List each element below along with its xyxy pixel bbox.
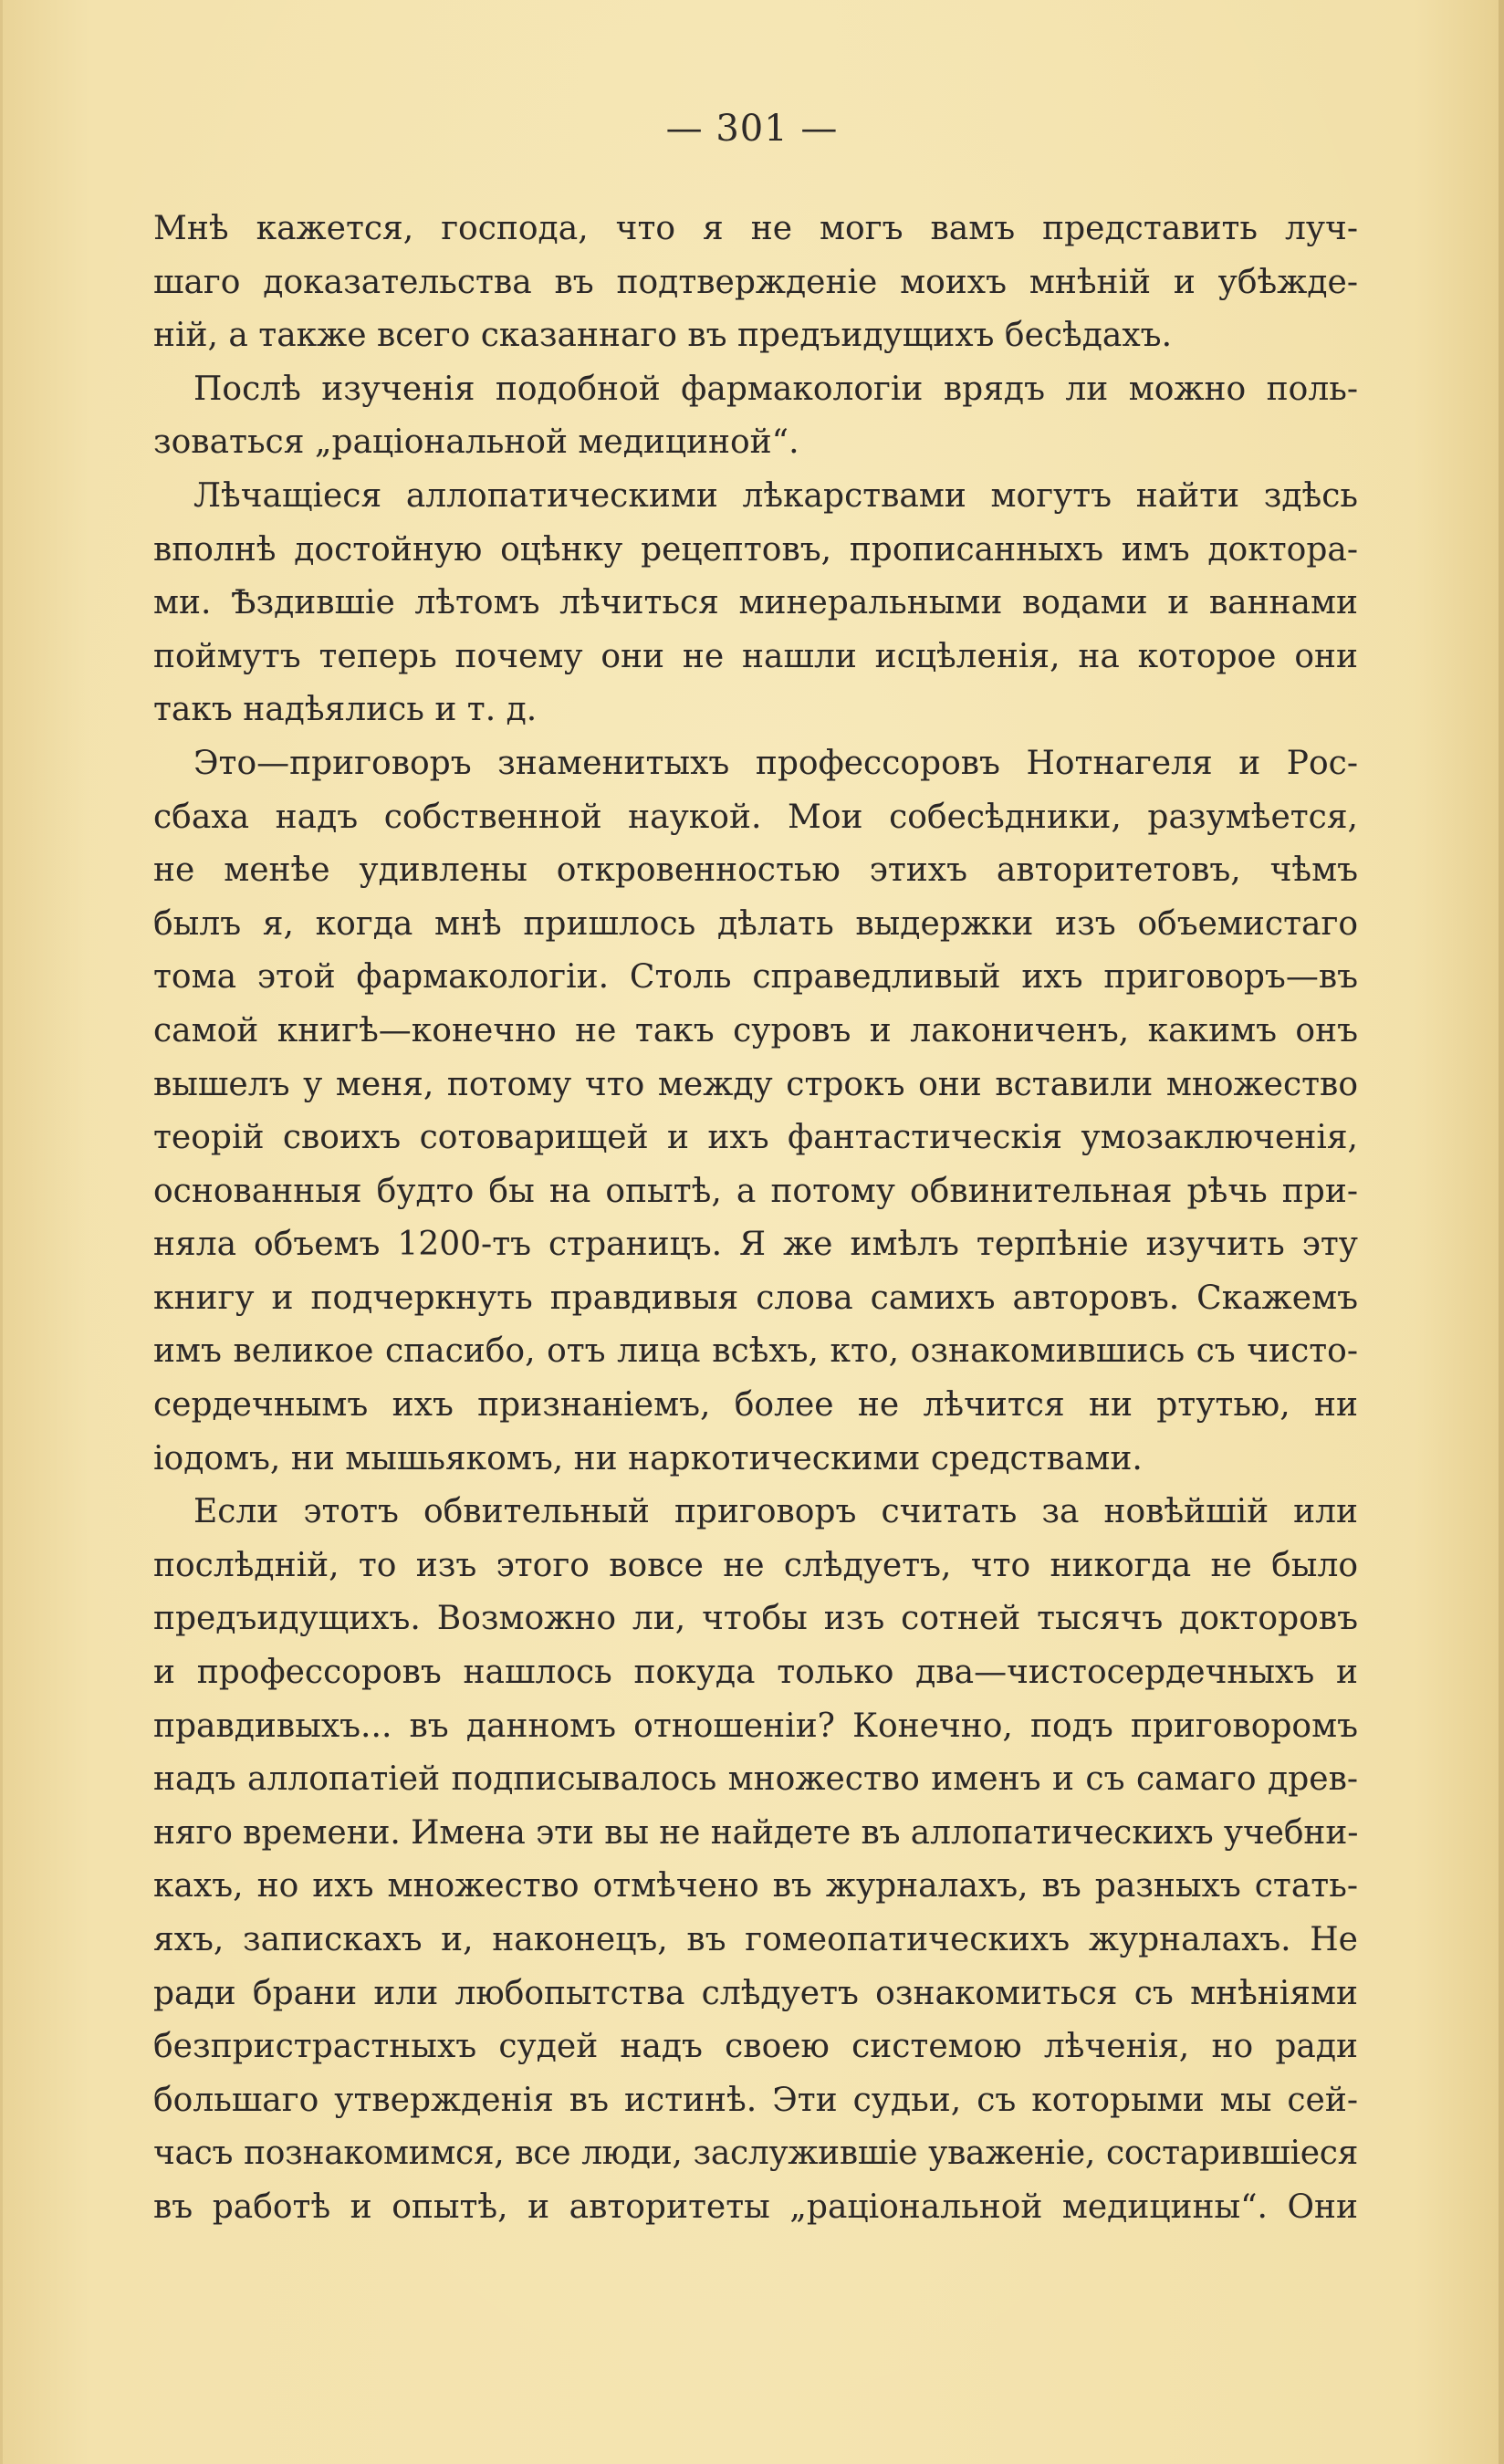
text-line: и профессоровъ нашлось покуда только два—чистосердечныхъ и	[153, 1654, 1358, 1692]
text-line: ми. Ѣздившіе лѣтомъ лѣчиться минеральными водами и ваннами	[153, 584, 1358, 622]
text-line: іодомъ, ни мышьякомъ, ни наркотическими средствами.	[153, 1439, 1143, 1477]
paragraph-4	[153, 737, 1358, 1486]
text-line: былъ я, когда мнѣ пришлось дѣлать выдержки изъ объемистаго	[153, 904, 1358, 943]
text-line: кахъ, но ихъ множество отмѣчено въ журналахъ, въ разныхъ стать-	[153, 1867, 1358, 1905]
text-line: няго времени. Имена эти вы не найдете въ аллопатическихъ учебни-	[153, 1813, 1359, 1852]
text-line: теорій своихъ сотоварищей и ихъ фантастическія умозаключенія,	[153, 1119, 1358, 1157]
text-line: такъ надѣялись и т. д.	[153, 691, 538, 729]
text-line: книгу и подчеркнуть правдивыя слова самихъ авторовъ. Скажемъ	[153, 1279, 1358, 1317]
text-line: имъ великое спасибо, отъ лица всѣхъ, кто, ознакомившись съ чисто-	[153, 1332, 1358, 1371]
text-line: Лѣчащіеся аллопатическими лѣкарствами могутъ найти здѣсь	[193, 476, 1358, 515]
text-line: Если этотъ обвительный приговоръ считать за новѣйшій или	[193, 1493, 1358, 1531]
body-text	[153, 203, 1358, 2235]
text-line: безпристрастныхъ судей надъ своею системою лѣченія, но ради	[153, 2028, 1358, 2066]
text-line: основанныя будто бы на опытѣ, а потому обвинительная рѣчь при-	[153, 1172, 1358, 1210]
text-line: самой книгѣ—конечно не такъ суровъ и лакониченъ, какимъ онъ	[153, 1011, 1358, 1049]
text-line: зоваться „раціональной медициной“.	[153, 423, 799, 462]
paragraph-5	[153, 1486, 1358, 2234]
paragraph-3	[153, 470, 1358, 737]
text-line: Это—приговоръ знаменитыхъ профессоровъ Нотнагеля и Рос-	[193, 744, 1358, 782]
text-line: яхъ, запискахъ и, наконецъ, въ гомеопатическихъ журналахъ. Не	[153, 1921, 1358, 1958]
text-line: тома этой фармакологіи. Столь справедливый ихъ приговоръ—въ	[153, 958, 1358, 997]
text-line: вполнѣ достойную оцѣнку рецептовъ, прописанныхъ имъ доктора-	[153, 530, 1358, 569]
paragraph-1	[153, 203, 1358, 363]
text-line: предъидущихъ. Возможно ли, чтобы изъ сотней тысячъ докторовъ	[153, 1600, 1358, 1638]
text-line: Послѣ изученія подобной фармакологіи врядъ ли можно поль-	[193, 370, 1358, 408]
text-line: не менѣе удивлены откровенностью этихъ авторитетовъ, чѣмъ	[153, 851, 1358, 890]
text-line: поймутъ теперь почему они не нашли исцѣленія, на которое они	[153, 637, 1358, 675]
paragraph-2	[153, 363, 1358, 470]
text-line: послѣдній, то изъ этого вовсе не слѣдуетъ, что никогда не было	[153, 1546, 1358, 1584]
text-line: ній, а также всего сказаннаго въ предъидущихъ бесѣдахъ.	[153, 317, 1173, 355]
text-line: Мнѣ кажется, господа, что я не могъ вамъ представить луч-	[153, 210, 1358, 247]
text-line: сбаха надъ собственной наукой. Мои собесѣдники, разумѣется,	[153, 798, 1358, 836]
text-line: надъ аллопатіей подписывалось множество именъ и съ самаго древ-	[153, 1760, 1358, 1799]
text-line: вышелъ у меня, потому что между строкъ они вставили множество	[153, 1065, 1358, 1103]
text-line: сердечнымъ ихъ признаніемъ, более не лѣчится ни ртутью, ни	[153, 1386, 1358, 1425]
text-line: ради брани или любопытства слѣдуетъ ознакомиться съ мнѣніями	[153, 1974, 1358, 2012]
text-line: правдивыхъ... въ данномъ отношеніи? Конечно, подъ приговоромъ	[153, 1707, 1358, 1745]
text-line: большаго утвержденія въ истинѣ. Эти судьи, съ которыми мы сей-	[153, 2081, 1358, 2119]
text-line: шаго доказательства въ подтвержденіе моихъ мнѣній и убѣжде-	[153, 263, 1358, 301]
text-line: въ работѣ и опытѣ, и авторитеты „раціональной медицины“. Они	[153, 2187, 1358, 2226]
text-line: няла объемъ 1200-тъ страницъ. Я же имѣлъ терпѣніе изучить эту	[153, 1226, 1358, 1264]
text-line: часъ познакомимся, все люди, заслужившіе уваженіе, состарившіеся	[153, 2135, 1358, 2173]
page-number: — 301 —	[665, 108, 839, 150]
